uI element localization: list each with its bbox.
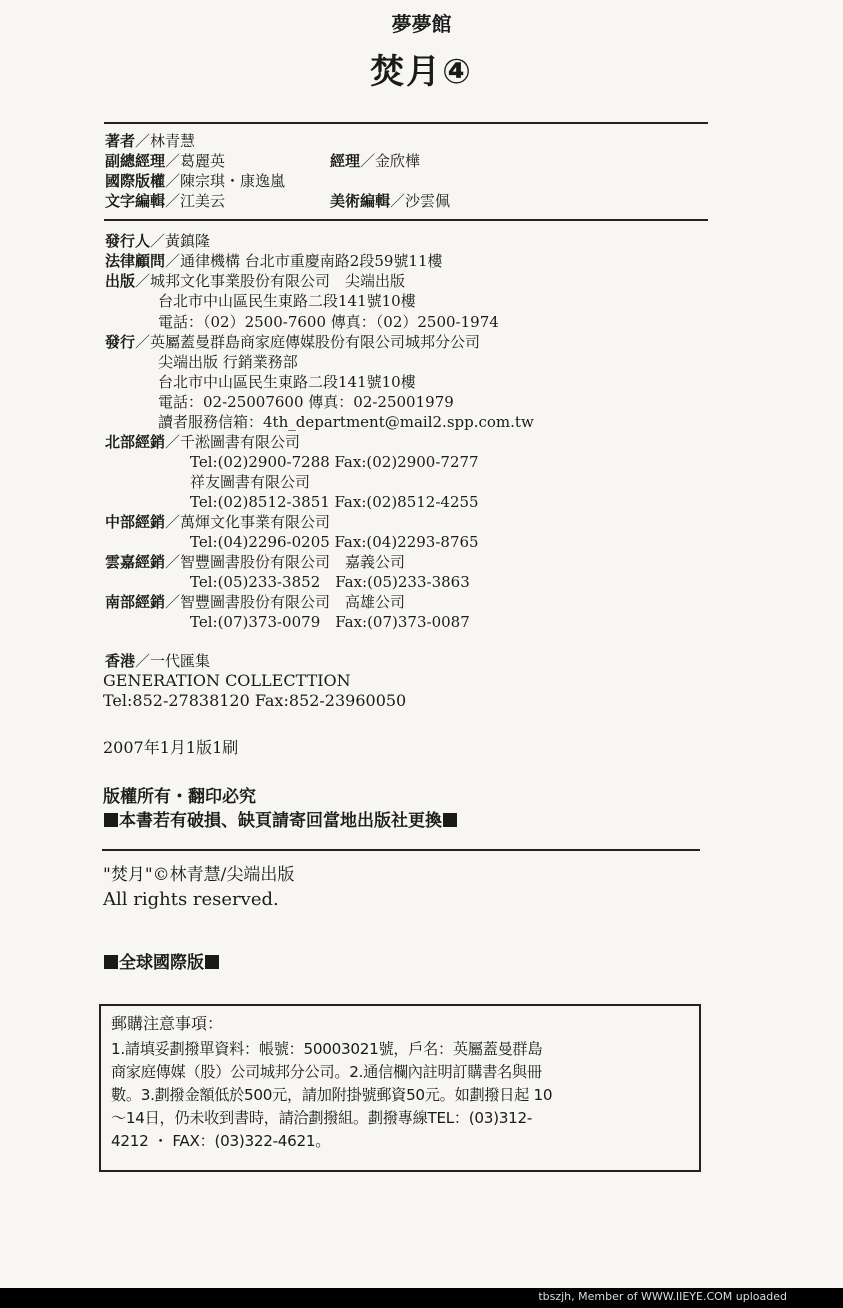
text-editor-line: 文字編輯／江美云	[105, 192, 226, 210]
mail-order-line: ～14日，仍未收到書時，請洽劃撥組。劃撥專線TEL：(03)312-	[111, 1109, 533, 1127]
reader-service-email: 讀者服務信箱：4th_department@mail2.spp.com.tw	[158, 413, 534, 431]
copyright-divider	[102, 849, 700, 851]
legal-label: 法律顧問	[105, 252, 166, 270]
vice-gm-value: 葛麗英	[180, 152, 226, 170]
hongkong-label: 香港	[105, 652, 136, 670]
mail-order-line: 1.請填妥劃撥單資料：帳號：50003021號，戶名：英屬蓋曼群島	[111, 1040, 543, 1058]
publisher-address: 台北市中山區民生東路二段141號10樓	[158, 292, 416, 310]
chiayi-dist-label: 雲嘉經銷	[105, 553, 166, 571]
publisher-phone: 電話：（02）2500-7600 傳真：（02）2500-1974	[158, 313, 499, 331]
hongkong-agent-en: GENERATION COLLECTTION	[103, 671, 351, 690]
copyright-notice: 版權所有・翻印必究	[103, 787, 256, 807]
scan-credit: tbszjh, Member of WWW.IIEYE.COM uploaded	[538, 1290, 787, 1303]
north-dist-2-contact: Tel:(02)8512-3851 Fax:(02)8512-4255	[190, 493, 479, 511]
mail-order-line: 數。3.劃撥金額低於500元，請加附掛號郵資50元。如劃撥日起 10	[111, 1086, 553, 1104]
central-dist-contact: Tel:(04)2296-0205 Fax:(04)2293-8765	[190, 533, 479, 551]
south-dist-contact: Tel:(07)373-0079 Fax:(07)373-0087	[190, 613, 470, 631]
central-dist-label: 中部經銷	[105, 513, 166, 531]
art-editor-value: 沙雲佩	[405, 192, 451, 210]
hongkong-agent: 一代匯集	[150, 652, 211, 670]
book-title: 焚月④	[370, 52, 473, 92]
global-edition-text: 全球國際版	[119, 953, 204, 973]
north-dist-label: 北部經銷	[105, 433, 166, 451]
south-dist-value: 智豐圖書股份有限公司 高雄公司	[180, 593, 406, 611]
distributor-address: 台北市中山區民生東路二段141號10樓	[158, 373, 416, 391]
rights-line: 國際版權／陳宗琪・康逸嵐	[105, 172, 286, 190]
series-name: 夢夢館	[391, 12, 452, 36]
issuer-value: 黃鎮隆	[165, 232, 211, 250]
author-label: 著者	[105, 132, 136, 150]
hongkong-line: 香港／一代匯集	[105, 652, 211, 670]
chiayi-dist-line: 雲嘉經銷／智豐圖書股份有限公司 嘉義公司	[105, 553, 406, 571]
edition-date: 2007年1月1版1刷	[103, 738, 239, 757]
black-square-icon	[205, 955, 219, 969]
rights-reserved: All rights reserved.	[103, 889, 279, 910]
damaged-book-text: 本書若有破損、缺頁請寄回當地出版社更換	[119, 811, 442, 831]
author-value: 林青慧	[150, 132, 196, 150]
text-editor-label: 文字編輯	[105, 192, 166, 210]
distributor-label: 發行	[105, 333, 136, 351]
copyright-credit: "焚月"©林青慧/尖端出版	[103, 865, 295, 885]
staff-divider	[104, 219, 708, 221]
chiayi-dist-value: 智豐圖書股份有限公司 嘉義公司	[180, 553, 406, 571]
manager-value: 金欣樺	[375, 152, 421, 170]
publisher-line: 出版／城邦文化事業股份有限公司 尖端出版	[105, 272, 406, 290]
distributor-dept: 尖端出版 行銷業務部	[158, 353, 298, 371]
mail-order-body	[111, 1038, 689, 1153]
publisher-value: 城邦文化事業股份有限公司 尖端出版	[150, 272, 406, 290]
issuer-line: 發行人／黃鎮隆	[105, 232, 211, 250]
author-line: 著者／林青慧	[105, 132, 196, 150]
vice-gm-label: 副總經理	[105, 152, 166, 170]
legal-value: 通律機構 台北市重慶南路2段59號11樓	[180, 252, 443, 270]
publisher-label: 出版	[105, 272, 136, 290]
distributor-line: 發行／英屬蓋曼群島商家庭傳媒股份有限公司城邦分公司	[105, 333, 481, 351]
vice-gm-line: 副總經理／葛麗英	[105, 152, 226, 170]
art-editor-label: 美術編輯	[330, 192, 391, 210]
distributor-value: 英屬蓋曼群島商家庭傳媒股份有限公司城邦分公司	[150, 333, 481, 351]
damaged-book-notice	[103, 806, 458, 831]
black-square-icon	[104, 955, 118, 969]
north-dist-1: 千淞圖書有限公司	[180, 433, 301, 451]
global-edition-badge	[103, 948, 220, 973]
central-dist-line: 中部經銷／萬煇文化事業有限公司	[105, 513, 331, 531]
issuer-label: 發行人	[105, 232, 151, 250]
rights-label: 國際版權	[105, 172, 166, 190]
art-editor-line: 美術編輯／沙雲佩	[330, 192, 451, 210]
south-dist-label: 南部經銷	[105, 593, 166, 611]
hongkong-contact: Tel:852-27838120 Fax:852-23960050	[103, 691, 407, 710]
chiayi-dist-contact: Tel:(05)233-3852 Fax:(05)233-3863	[190, 573, 470, 591]
text-editor-value: 江美云	[180, 192, 226, 210]
top-divider	[104, 122, 708, 124]
north-dist-1-contact: Tel:(02)2900-7288 Fax:(02)2900-7277	[190, 453, 479, 471]
manager-line: 經理／金欣樺	[330, 152, 421, 170]
manager-label: 經理	[330, 152, 361, 170]
mail-order-box	[99, 1004, 701, 1172]
south-dist-line: 南部經銷／智豐圖書股份有限公司 高雄公司	[105, 593, 406, 611]
mail-order-line: 商家庭傳媒（股）公司城邦分公司。2.通信欄內註明訂購書名與冊	[111, 1063, 542, 1081]
central-dist-value: 萬煇文化事業有限公司	[180, 513, 331, 531]
black-square-icon	[443, 813, 457, 827]
black-square-icon	[104, 813, 118, 827]
rights-value: 陳宗琪・康逸嵐	[180, 172, 286, 190]
north-dist-2: 祥友圖書有限公司	[190, 473, 311, 491]
mail-order-title: 郵購注意事項：	[111, 1014, 224, 1033]
mail-order-line: 4212 ・ FAX：(03)322-4621。	[111, 1132, 331, 1150]
distributor-phone: 電話：02-25007600 傳真：02-25001979	[158, 393, 454, 411]
north-dist-line: 北部經銷／千淞圖書有限公司	[105, 433, 301, 451]
legal-line: 法律顧問／通律機構 台北市重慶南路2段59號11樓	[105, 252, 443, 270]
